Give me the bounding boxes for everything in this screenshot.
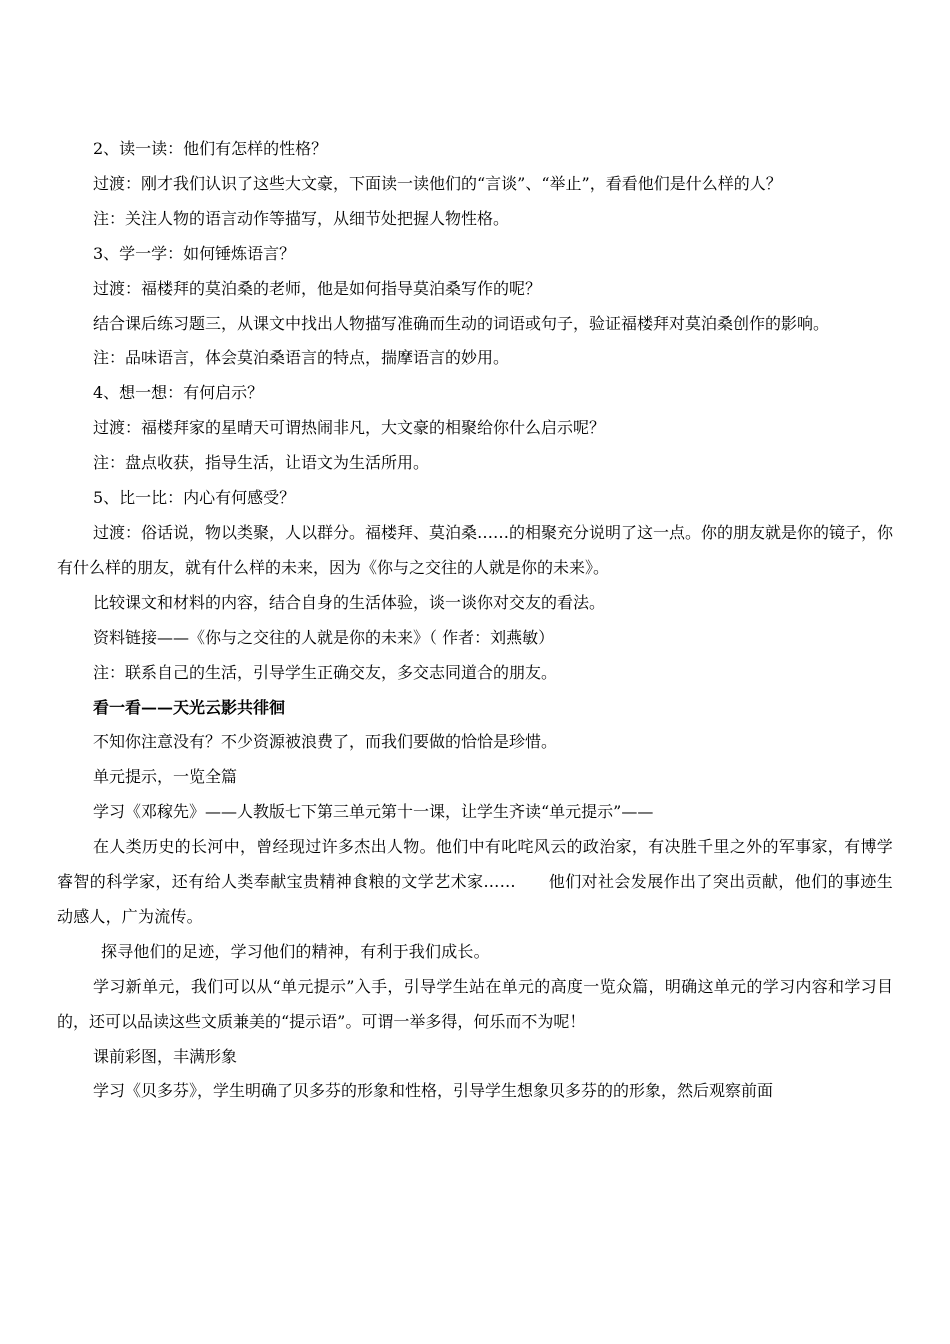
step-5-heading: 5、比一比：内心有何感受？ [93, 488, 296, 508]
subheading-unit-tips: 单元提示，一览全篇 [93, 767, 238, 787]
step-2-heading: 2、读一读：他们有怎样的性格？ [93, 139, 328, 158]
note-paragraph: 注：联系自己的生活，引导学生正确交友，多交志同道合的朋友。 [93, 662, 558, 682]
exercise-paragraph: 结合课后练习题三，从课文中找出人物描写准确而生动的词语或句子，验证福楼拜对莫泊桑创作的影响。 [93, 313, 830, 333]
step-4-heading: 4、想一想：有何启示？ [93, 383, 264, 403]
transition-paragraph: 过渡：福楼拜家的星晴天可谓热闹非凡，大文豪的相聚给你什么启示呢？ [93, 418, 606, 438]
quoted-unit-tip: 在人类历史的长河中，曾经现过许多杰出人物。他们中有叱咤风云的政治家，有决胜千里之外的军事家，有博学睿智的科学家，还有给人类奉献宝贵精神食粮的文学艺术家…… 他们对社会发展作出了突出贡献，他们的事迹生动感人，广为流传。 [57, 837, 893, 926]
quoted-unit-tip-end: 探寻他们的足迹，学习他们的精神，有利于我们成长。 [101, 941, 490, 961]
step-3-heading: 3、学一学：如何锤炼语言？ [93, 243, 296, 263]
lesson-paragraph: 学习《邓稼先》——人教版七下第三单元第十一课，让学生齐读“单元提示”—— [93, 802, 654, 822]
note-paragraph: 注：盘点收获，指导生活，让语文为生活所用。 [93, 453, 430, 473]
section-heading: 看一看——天光云影共徘徊 [93, 697, 286, 717]
intro-paragraph: 不知你注意没有？不少资源被浪费了，而我们要做的恰恰是珍惜。 [93, 732, 558, 752]
beethoven-paragraph: 学习《贝多芬》，学生明确了贝多芬的形象和性格，引导学生想象贝多芬的的形象，然后观察前面 [93, 1081, 774, 1101]
note-paragraph: 注：品味语言，体会莫泊桑语言的特点，揣摩语言的妙用。 [93, 348, 510, 368]
method-paragraph: 学习新单元，我们可以从“单元提示”入手，引导学生站在单元的高度一览众篇，明确这单元的学习内容和学习目的，还可以品读这些文质兼美的“提示语”。可谓一举多得，何乐而不为呢！ [57, 976, 893, 1031]
transition-paragraph: 过渡：刚才我们认识了这些大文豪，下面读一读他们的“言谈”、“举止”，看看他们是什么样的人？ [93, 173, 782, 193]
resource-link-paragraph: 资料链接——《你与之交往的人就是你的未来》（ 作者：刘燕敏） [93, 627, 555, 647]
subheading-color-pictures: 课前彩图，丰满形象 [93, 1046, 238, 1066]
transition-paragraph: 过渡：福楼拜的莫泊桑的老师，他是如何指导莫泊桑写作的呢？ [93, 278, 542, 298]
note-paragraph: 注：关注人物的语言动作等描写，从细节处把握人物性格。 [93, 208, 510, 228]
compare-paragraph: 比较课文和材料的内容，结合自身的生活体验，谈一谈你对交友的看法。 [93, 592, 606, 612]
transition-paragraph: 过渡：俗话说，物以类聚，人以群分。福楼拜、莫泊桑……的相聚充分说明了这一点。你的朋友就是你的镜子，你有什么样的朋友，就有什么样的未来，因为《你与之交往的人就是你的未来》。 [57, 522, 894, 577]
